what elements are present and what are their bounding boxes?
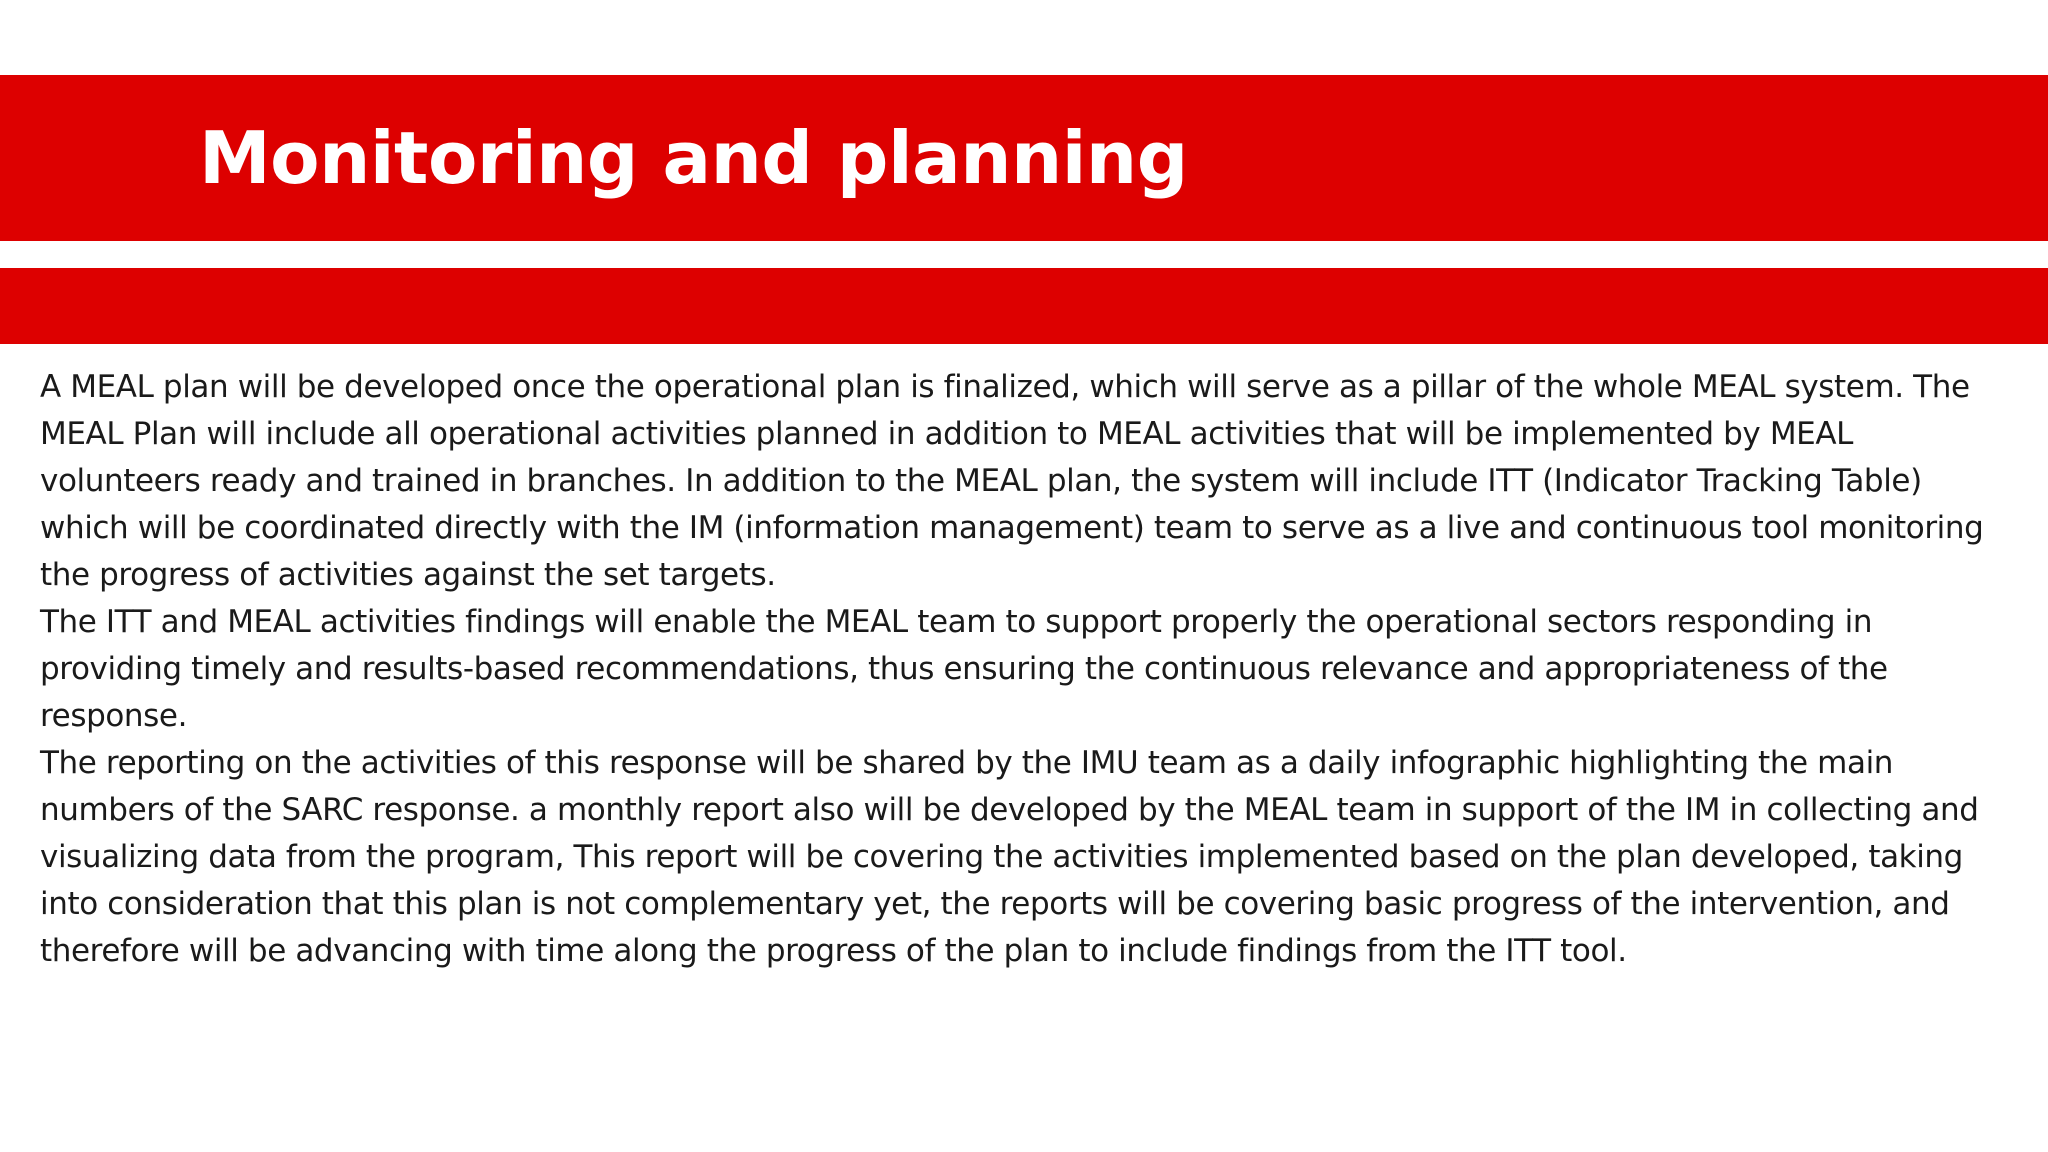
paragraph-meal-plan: A MEAL plan will be developed once the operational plan is finalized, which will serve as a pillar of the whole MEAL system. The MEAL Plan will include all operational activities planned in addition to MEAL activities that will be implemented by MEAL volunteers ready and trained in branches. In addition to the MEAL plan, the system will include ITT (Indicator Tracking Table) which will be coordinated directly with the IM (information management) team to serve as a live and continuous tool monitoring the progress of activities against the set targets. [40, 369, 1984, 593]
body-text [40, 364, 2015, 975]
accent-bar [0, 268, 2048, 344]
slide-title: Monitoring and planning [199, 116, 1188, 200]
paragraph-itt-findings: The ITT and MEAL activities findings will enable the MEAL team to support properly the operational sectors responding in providing timely and results-based recommendations, thus ensuring the continuous relevance and appropriateness of the response. [40, 604, 1888, 734]
paragraph-reporting: The reporting on the activities of this response will be shared by the IMU team as a daily infographic highlighting the main numbers of the SARC response. a monthly report also will be developed by the MEAL team in support of the IM in collecting and visualizing data from the program, This report will be covering the activities implemented based on the plan developed, taking into consideration that this plan is not complementary yet, the reports will be covering basic progress of the intervention, and therefore will be advancing with time along the progress of the plan to include findings from the ITT tool. [40, 745, 1979, 969]
